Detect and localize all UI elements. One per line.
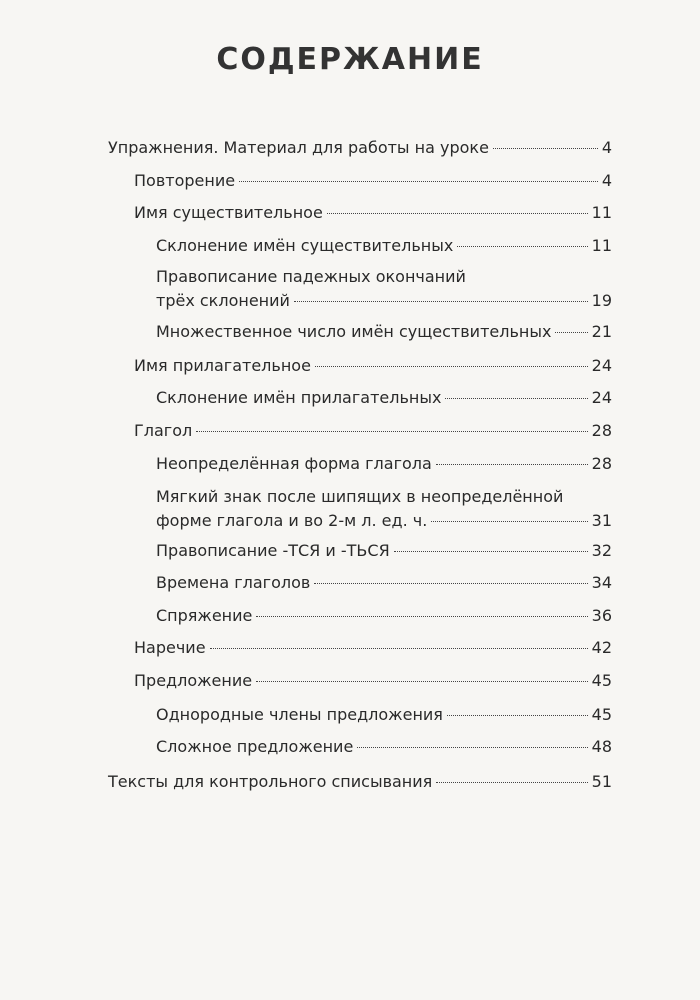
dot-leader	[294, 301, 588, 302]
toc-entry-page: 28	[591, 421, 612, 440]
toc-entry-title: Склонение имён прилагательных	[156, 388, 442, 407]
toc-entry[interactable]	[156, 604, 612, 628]
toc-entry-title: Времена глаголов	[156, 573, 311, 592]
toc-entry[interactable]	[156, 452, 612, 476]
toc-entry-title: Имя существительное	[134, 203, 323, 222]
toc-entry-page: 4	[601, 171, 612, 190]
toc-entry-title: Склонение имён существительных	[156, 236, 454, 255]
toc-entry[interactable]	[134, 636, 612, 660]
toc-entry[interactable]	[156, 485, 612, 533]
toc-entry[interactable]	[156, 320, 612, 344]
dot-leader	[493, 148, 598, 149]
dot-leader	[447, 715, 588, 716]
toc-entry-page: 21	[591, 322, 612, 341]
dot-leader	[314, 583, 587, 584]
dot-leader	[357, 747, 587, 748]
toc-entry[interactable]	[134, 201, 612, 225]
dot-leader	[394, 551, 588, 552]
toc-entry-page: 51	[591, 772, 612, 791]
toc-entry-title-line1: Мягкий знак после шипящих в неопределённой	[156, 487, 564, 506]
toc-entry[interactable]	[156, 234, 612, 258]
dot-leader	[431, 521, 587, 522]
toc-entry-page: 42	[591, 638, 612, 657]
toc-entry-title: трёх склонений	[156, 291, 290, 310]
dot-leader	[239, 181, 598, 182]
toc-entry-page: 24	[591, 388, 612, 407]
dot-leader	[210, 648, 588, 649]
toc-entry-page: 24	[591, 356, 612, 375]
toc-entry[interactable]	[134, 354, 612, 378]
toc-entry-title: Тексты для контрольного списывания	[108, 772, 433, 791]
toc-entry-title: Неопределённая форма глагола	[156, 454, 432, 473]
dot-leader	[457, 246, 587, 247]
toc-entry-page: 11	[591, 236, 612, 255]
toc-entry-title: Глагол	[134, 421, 193, 440]
toc-entry-page: 11	[591, 203, 612, 222]
toc-entry-page: 28	[591, 454, 612, 473]
toc-entry-title: Повторение	[134, 171, 236, 190]
toc-entry-page: 48	[591, 737, 612, 756]
toc-entry[interactable]	[156, 571, 612, 595]
toc-entry[interactable]	[156, 386, 612, 410]
toc-entry-title: Предложение	[134, 671, 253, 690]
toc-entry[interactable]	[108, 770, 612, 794]
toc-entry-title: форме глагола и во 2-м л. ед. ч.	[156, 511, 428, 530]
toc-entry[interactable]	[134, 669, 612, 693]
toc-entry-title: Спряжение	[156, 606, 253, 625]
dot-leader	[436, 464, 588, 465]
dot-leader	[256, 681, 588, 682]
toc-entry-title-line1: Правописание падежных окончаний	[156, 267, 466, 286]
dot-leader	[315, 366, 588, 367]
toc-entry-page: 32	[591, 541, 612, 560]
toc-entry-page: 34	[591, 573, 612, 592]
toc-entry-title: Наречие	[134, 638, 206, 657]
toc-entry-page: 45	[591, 671, 612, 690]
toc-entry-title: Сложное предложение	[156, 737, 354, 756]
toc-entry-title: Правописание -ТСЯ и -ТЬСЯ	[156, 541, 390, 560]
toc-entry-title: Множественное число имён существительных	[156, 322, 552, 341]
toc-entry-title: Имя прилагательное	[134, 356, 311, 375]
toc-entry-title: Упражнения. Материал для работы на уроке	[108, 138, 489, 157]
toc-entry-page: 4	[601, 138, 612, 157]
toc-entry[interactable]	[134, 419, 612, 443]
dot-leader	[256, 616, 587, 617]
toc-entry-page: 19	[591, 291, 612, 310]
dot-leader	[555, 332, 587, 333]
toc-entry-page: 36	[591, 606, 612, 625]
toc-entry[interactable]	[156, 539, 612, 563]
toc-entry[interactable]	[156, 265, 612, 313]
dot-leader	[445, 398, 587, 399]
toc-entry[interactable]	[156, 703, 612, 727]
toc-entry[interactable]	[134, 169, 612, 193]
toc-entry-page: 45	[591, 705, 612, 724]
toc-entry-title: Однородные члены предложения	[156, 705, 443, 724]
page-title: СОДЕРЖАНИЕ	[216, 42, 484, 77]
dot-leader	[436, 782, 587, 783]
dot-leader	[196, 431, 587, 432]
toc-entry[interactable]	[156, 735, 612, 759]
toc-entry[interactable]	[108, 136, 612, 160]
dot-leader	[327, 213, 588, 214]
toc-entry-page: 31	[591, 511, 612, 530]
